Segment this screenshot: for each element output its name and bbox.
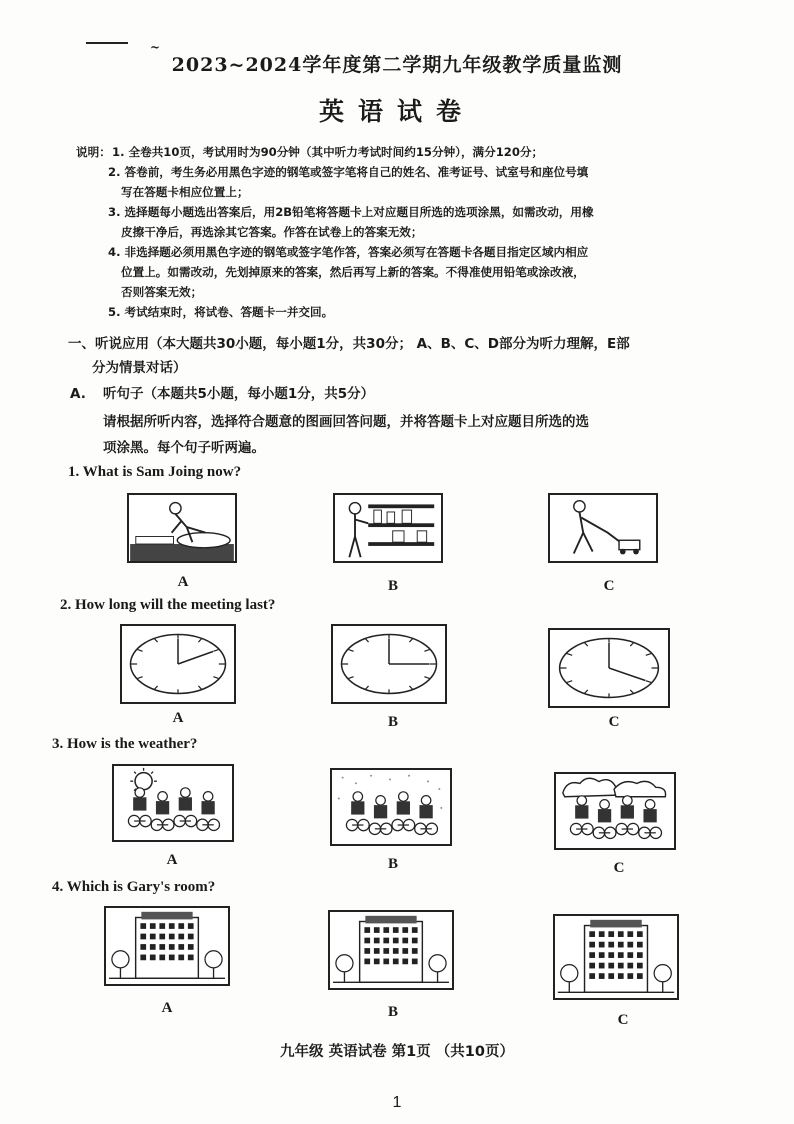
instruction-line: 写在答题卡相应位置上； xyxy=(121,185,249,199)
q4-building-a xyxy=(104,906,230,986)
instruction-line: 4. 非选择题必须用黑色字迹的钢笔或签字笔作答，答案必须写在答题卡各题目指定区域内相应 xyxy=(108,245,589,259)
q2-clock-a xyxy=(120,624,236,704)
instruction-line: 皮擦干净后，再选涂其它答案。作答在试卷上的答案无效； xyxy=(121,225,423,239)
person-shopping-illustration xyxy=(335,495,441,561)
q1-picture-a xyxy=(127,493,237,563)
building-illustration xyxy=(106,908,228,984)
instruction-line: 否则答案无效； xyxy=(121,285,203,299)
q3-option-b: B xyxy=(387,856,398,872)
person-lying-illustration xyxy=(129,495,235,561)
instruction-line: 3. 选择题每小题选出答案后，用2B铅笔将答题卡上对应题目所选的选项涂黑，如需改动，用橡 xyxy=(108,205,594,219)
question-4: 4. Which is Gary's room? xyxy=(52,879,216,895)
part-a-title: 听句子（本题共5小题，每小题1分，共5分） xyxy=(103,386,375,402)
part-a-direction-cont: 项涂黑。每个句子听两遍。 xyxy=(103,440,265,456)
instructions-label: 说明： xyxy=(76,145,111,159)
top-decoration-mark: ~ xyxy=(150,40,161,54)
q4-option-b: B xyxy=(387,1004,398,1020)
rainy-cyclists-illustration xyxy=(332,770,450,844)
q3-picture-b xyxy=(330,768,452,846)
q3-picture-a xyxy=(112,764,234,842)
q3-option-a: A xyxy=(166,852,178,868)
person-mowing-illustration xyxy=(550,495,656,561)
cloudy-cyclists-illustration xyxy=(556,774,674,848)
instruction-line: 5. 考试结束时，将试卷、答题卡一并交回。 xyxy=(108,305,334,319)
q3-picture-c xyxy=(554,772,676,850)
part-a-label: A. xyxy=(70,386,86,402)
instruction-line: 位置上。如需改动，先划掉原来的答案，然后再写上新的答案。不得准使用铅笔或涂改液， xyxy=(121,265,585,279)
question-1: 1. What is Sam Joing now? xyxy=(68,464,242,480)
page-footer: 九年级 英语试卷 第1页 （共10页） xyxy=(280,1044,514,1060)
section-heading: 一、听说应用（本大题共30小题，每小题1分，共30分； A、B、C、D部分为听力理解，E部 xyxy=(68,336,630,352)
question-2: 2. How long will the meeting last? xyxy=(60,597,276,613)
instruction-line: 1. 全卷共10页，考试用时为90分钟（其中听力考试时间约15分钟），满分120分； xyxy=(112,145,544,159)
building-illustration xyxy=(555,916,677,998)
top-decoration-line xyxy=(86,42,128,44)
q2-option-c: C xyxy=(608,714,620,730)
sunny-cyclists-illustration xyxy=(114,766,232,840)
instruction-line: 2. 答卷前，考生务必用黑色字迹的钢笔或签字笔将自己的姓名、准考证号、试室号和座位号填 xyxy=(108,165,589,179)
q4-building-b xyxy=(328,910,454,990)
q2-option-a: A xyxy=(172,710,184,726)
q1-option-a: A xyxy=(177,574,189,590)
page-number: 1 xyxy=(392,1094,402,1111)
q4-option-a: A xyxy=(161,1000,173,1016)
exam-title: 2023~2024学年度第二学期九年级教学质量监测 xyxy=(171,54,623,76)
q2-clock-b xyxy=(331,624,447,704)
subject-title: 英语试卷 xyxy=(318,97,475,126)
question-3: 3. How is the weather? xyxy=(52,736,198,752)
q4-building-c xyxy=(553,914,679,1000)
q3-option-c: C xyxy=(613,860,625,876)
q1-option-c: C xyxy=(603,578,615,594)
q2-clock-c xyxy=(548,628,670,708)
q4-option-c: C xyxy=(617,1012,629,1028)
q2-option-b: B xyxy=(387,714,398,730)
q1-picture-b xyxy=(333,493,443,563)
q1-picture-c xyxy=(548,493,658,563)
q1-option-b: B xyxy=(387,578,398,594)
building-illustration xyxy=(330,912,452,988)
section-heading-cont: 分为情景对话） xyxy=(92,360,187,376)
part-a-direction: 请根据所听内容，选择符合题意的图画回答问题，并将答题卡上对应题目所选的选 xyxy=(103,414,589,430)
